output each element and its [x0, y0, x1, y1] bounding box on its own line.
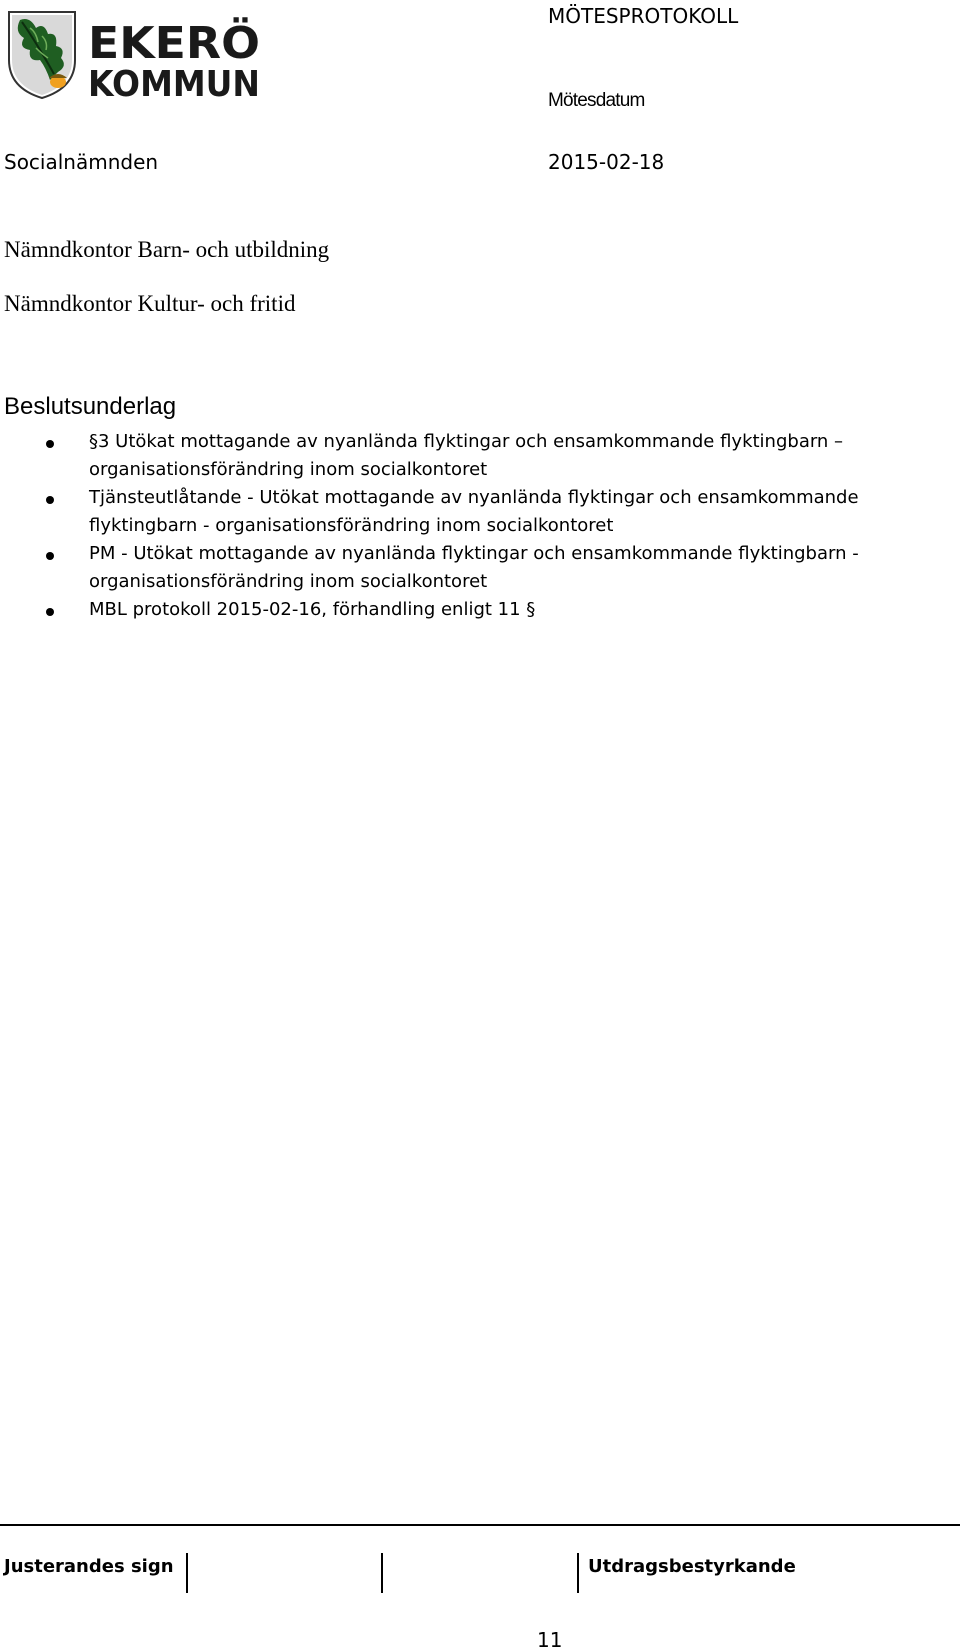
logo-wordmark-line2: KOMMUN [88, 64, 260, 102]
bullet-icon [46, 552, 54, 560]
bullet-icon [46, 608, 54, 616]
decision-basis-list [0, 428, 900, 624]
signature-box-divider [577, 1553, 579, 1593]
list-item [0, 428, 900, 484]
extract-certification-label: Utdragsbestyrkande [588, 1556, 796, 1577]
logo-wordmark-line1: EKERÖ [88, 18, 254, 69]
list-item-text: MBL protokoll 2015-02-16, förhandling enligt 11 § [89, 599, 536, 620]
bullet-icon [46, 440, 54, 448]
meeting-date: 2015-02-18 [548, 150, 665, 174]
list-item [0, 540, 900, 596]
municipality-logo [6, 2, 268, 102]
bullet-icon [46, 496, 54, 504]
footer-divider [0, 1524, 960, 1526]
adjusters-sign-label: Justerandes sign [4, 1556, 174, 1577]
list-item [0, 596, 900, 624]
recipient-line: Nämndkontor Kultur- och fritid [4, 291, 296, 316]
signature-box-divider [186, 1553, 188, 1593]
ekero-coat-of-arms [6, 2, 268, 102]
committee-name: Socialnämnden [4, 150, 159, 174]
signature-box-divider [381, 1553, 383, 1593]
list-item-text: §3 Utökat mottagande av nyanlända flyktingar och ensamkommande flyktingbarn – organisationsförändring inom socialkontoret [89, 431, 844, 480]
document-type: MÖTESPROTOKOLL [548, 4, 739, 28]
list-item-text: PM - Utökat mottagande av nyanlända flyktingar och ensamkommande flyktingbarn - organisationsförändring inom socialkontoret [89, 543, 859, 592]
page-number: 11 [537, 1628, 563, 1652]
meeting-date-label: Mötesdatum [548, 90, 645, 111]
recipient-line: Nämndkontor Barn- och utbildning [4, 237, 330, 262]
list-item-text: Tjänsteutlåtande - Utökat mottagande av nyanlända flyktingar och ensamkommande flyktingbarn - organisationsförändring inom socialkontoret [89, 487, 859, 536]
list-item [0, 484, 900, 540]
decision-basis-heading: Beslutsunderlag [4, 393, 177, 420]
